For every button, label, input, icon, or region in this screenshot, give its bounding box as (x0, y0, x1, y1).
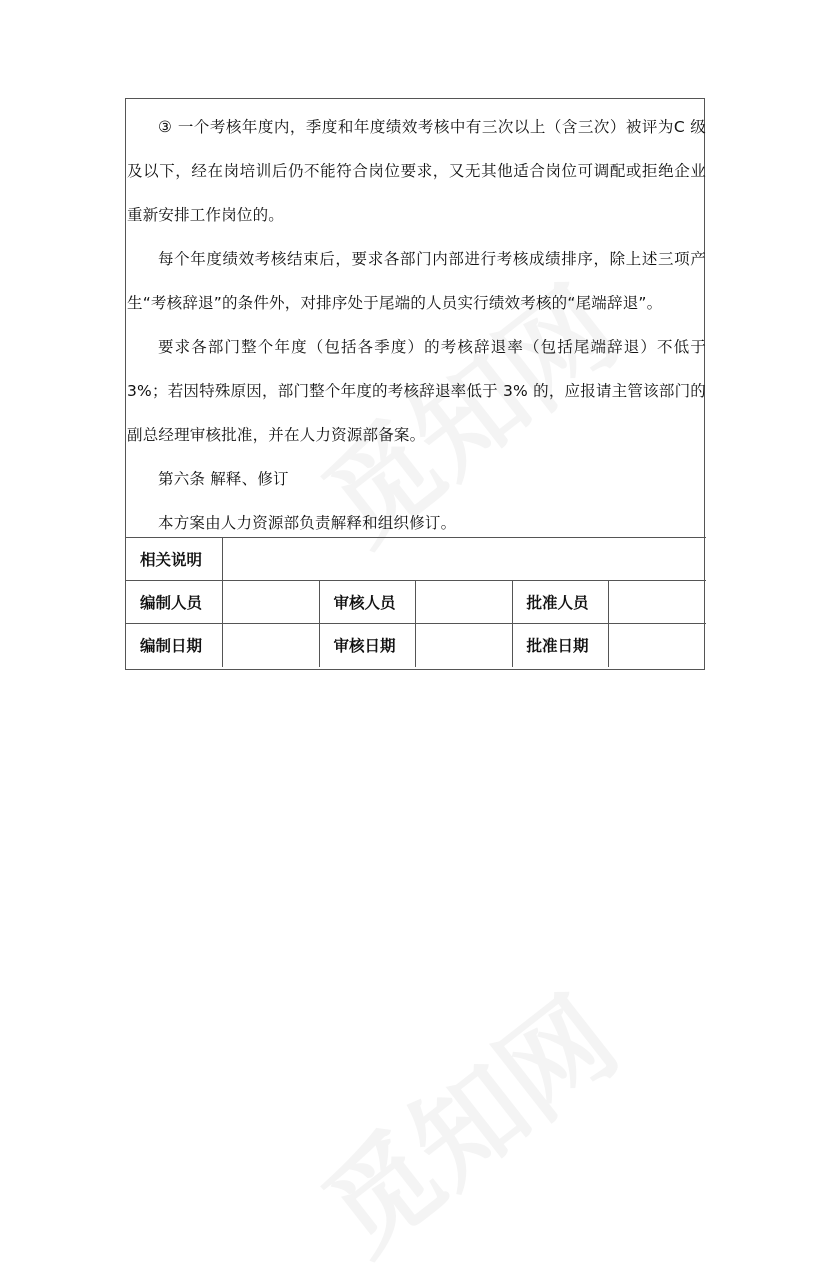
document-frame (125, 98, 705, 670)
edit-date-field[interactable] (222, 624, 319, 667)
editor-field[interactable] (222, 581, 319, 624)
paragraph-ranking: 每个年度绩效考核结束后，要求各部门内部进行考核成绩排序，除上述三项产生“考核辞退”的条件外，对排序处于尾端的人员实行绩效考核的“尾端辞退”。 (127, 250, 706, 312)
approver-label: 批准人员 (512, 581, 608, 624)
body-text (126, 99, 706, 537)
paragraph-interpretation: 本方案由人力资源部负责解释和组织修订。 (158, 514, 457, 532)
table-row (126, 538, 706, 581)
table-row (126, 581, 706, 624)
related-notes-field[interactable] (222, 538, 706, 581)
paragraph-item-3: ③ 一个考核年度内，季度和年度绩效考核中有三次以上（含三次）被评为C 级及以下，经在岗培训后仍不能符合岗位要求，又无其他适合岗位可调配或拒绝企业重新安排工作岗位的。 (127, 118, 706, 224)
approver-field[interactable] (608, 581, 706, 624)
review-date-label: 审核日期 (319, 624, 415, 667)
watermark-bottom (286, 955, 643, 1283)
related-notes-label: 相关说明 (126, 538, 222, 581)
reviewer-label: 审核人员 (319, 581, 415, 624)
review-date-field[interactable] (415, 624, 512, 667)
approve-date-field[interactable] (608, 624, 706, 667)
table-row (126, 624, 706, 667)
paragraph-dismissal-rate: 要求各部门整个年度（包括各季度）的考核辞退率（包括尾端辞退）不低于3%；若因特殊原因，部门整个年度的考核辞退率低于 3% 的，应报请主管该部门的副总经理审核批准，并在人力资源部备案。 (127, 338, 706, 444)
article-six-heading: 第六条 解释、修订 (158, 470, 289, 488)
editor-label: 编制人员 (126, 581, 222, 624)
approve-date-label: 批准日期 (512, 624, 608, 667)
signoff-table (126, 537, 706, 667)
reviewer-field[interactable] (415, 581, 512, 624)
edit-date-label: 编制日期 (126, 624, 222, 667)
